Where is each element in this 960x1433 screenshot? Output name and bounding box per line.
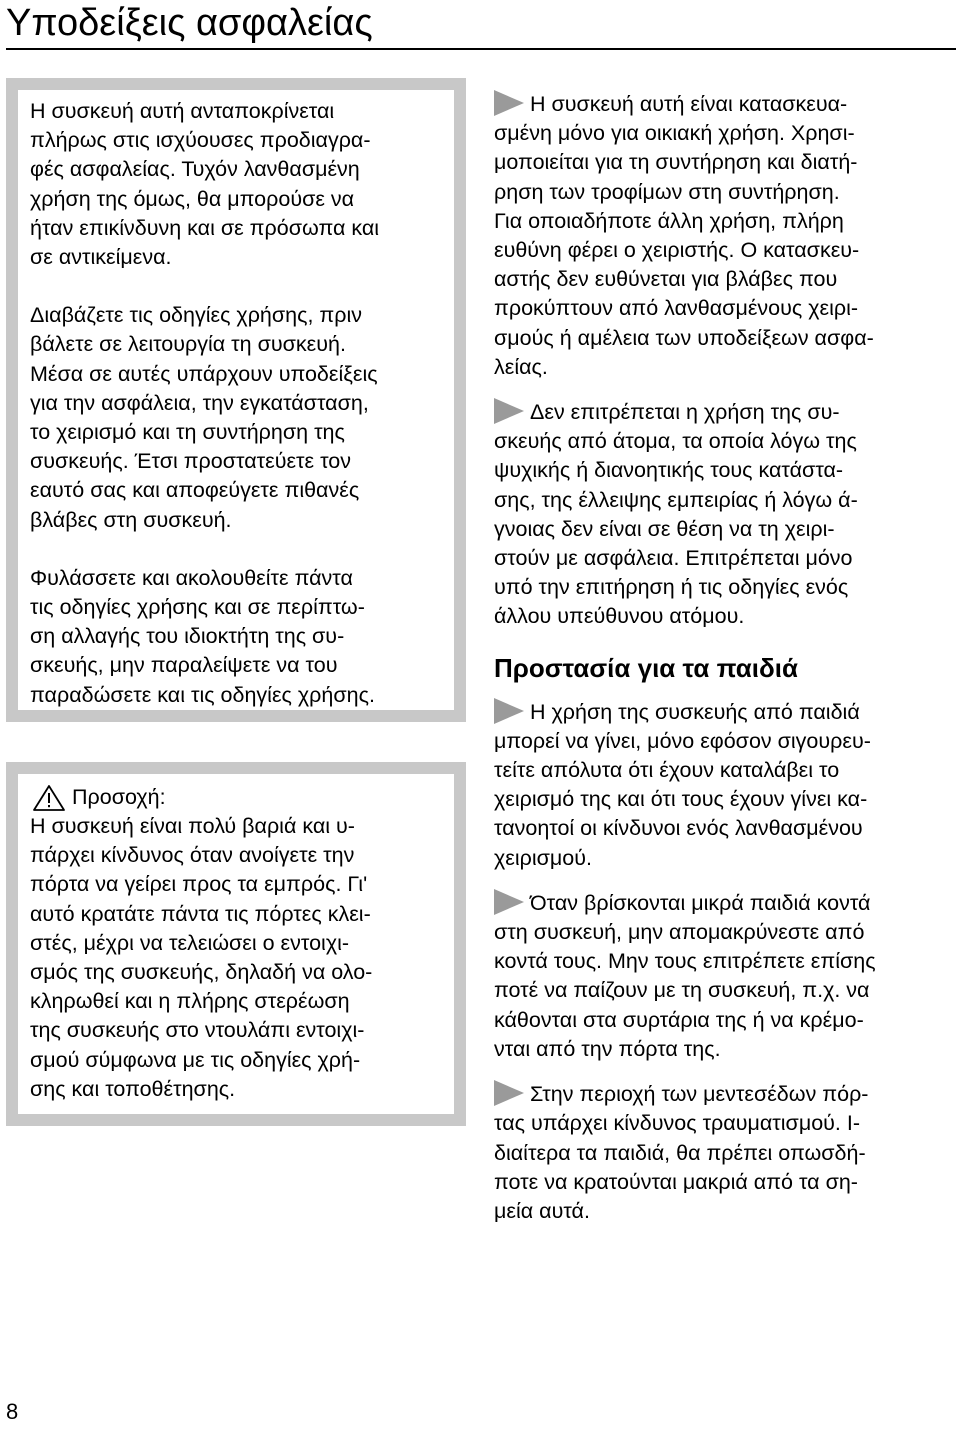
warning-triangle-icon [32, 784, 66, 812]
notice-paragraph: Διαβάζετε τις οδηγίες χρήσης, πριν βάλετε σε λειτουργία τη συσκευή. Μέσα σε αυτές υπάρχουν υποδείξεις για την ασφάλεια, την εγκατάσταση, το χειρισμό και τη συντήρηση της συσκευής. Έτσι προστατεύετε τον εαυτό σας και αποφεύγετε πιθανές βλάβες στη συσκευή. [30, 303, 378, 532]
notice-paragraph: Η συσκευή αυτή ανταποκρίνεται πλήρως στις ισχύουσες προδιαγρα- φές ασφαλείας. Τυχόν λανθασμένη χρήση της όμως, θα μπορούσε να ήταν επικίνδυνη και σε πρόσωπα και σε αντικείμενα. [30, 99, 380, 270]
warning-heading: Προσοχή: [72, 784, 166, 809]
warning-header [30, 783, 454, 812]
list-item [494, 889, 954, 1064]
arrow-right-icon [494, 698, 524, 724]
list-item-text: Δεν επιτρέπεται η χρήση της συ- σκευής από άτομα, τα οποία λόγω της ψυχικής ή διανοητικής τους κατάστα- σης, της έλλειψης εμπειρίας ή λόγω ά- γνοιας δεν είναι σε θέση να τη χειρι- στούν με ασφάλεια. Επιτρέπεται μόνο υπό την επιτήρηση ή τις οδηγίες ενός άλλου υπεύθυνου ατόμου. [494, 400, 858, 629]
warning-box [6, 762, 466, 1126]
right-column [494, 90, 954, 1242]
list-item [494, 1080, 954, 1226]
notice-paragraph: Φυλάσσετε και ακολουθείτε πάντα τις οδηγίες χρήσης και σε περίπτω- ση αλλαγής του ιδιοκτήτη της συ- σκευής, μην παραλείψετε να του παραδώσετε και τις οδηγίες χρήσης. [30, 565, 375, 707]
list-item-text: Όταν βρίσκονται μικρά παιδιά κοντά στη συσκευή, μην απομακρύνεστε από κοντά τους. Μην τους επιτρέπετε επίσης ποτέ να παίζουν με τη συσκευή, π.χ. να κάθονται στα συρτάρια της ή να κρέμο- νται από την πόρτα της. [494, 890, 876, 1061]
list-item [494, 90, 954, 382]
arrow-right-icon [494, 889, 524, 915]
arrow-right-icon [494, 1080, 524, 1106]
title-divider [6, 48, 956, 50]
list-item-text: Η χρήση της συσκευής από παιδιά μπορεί να γίνει, μόνο εφόσον σιγουρευ- τείτε απόλυτα ότι έχουν καταλάβει το χειρισμό της και ότι τους έχουν γίνει κα- τανοητοί οι κίνδυνοι ενός λανθασμένου χειρισμού. [494, 699, 871, 870]
warning-body: Η συσκευή είναι πολύ βαριά και υ- πάρχει κίνδυνος όταν ανοίγετε την πόρτα να γείρει προς τα εμπρός. Γι' αυτό κρατάτε πάντα τις πόρτες κλει- στές, μέχρι να τελειώσει ο εντοιχι- σμός της συσκευής, δηλαδή να ολο- κληρωθεί και η πλήρης στερέωση της συσκευής στο ντουλάπι εντοιχι- σμού σύμφωνα με τις οδηγίες χρή- σης και τοποθέτησης. [30, 814, 373, 1101]
page-number: 8 [6, 1399, 19, 1424]
section-heading: Προστασία για τα παιδιά [494, 652, 798, 683]
notice-box [6, 78, 466, 722]
list-item-text: Η συσκευή αυτή είναι κατασκευα- σμένη μόνο για οικιακή χρήση. Χρησι- μοποιείται για τη συντήρηση και διατή- ρηση των τροφίμων στη συντήρηση. Για οποιαδήποτε άλλη χρήση, πλήρη ευθύνη φέρει ο χειριστής. Ο κατασκευ- αστής δεν ευθύνεται για βλάβες που προκύπτουν από λανθασμένους χειρι- σμούς ή αμέλεια των υποδείξεων ασφα- λείας. [494, 92, 874, 379]
page-title: Υποδείξεις ασφαλείας [6, 2, 373, 44]
list-item-text: Στην περιοχή των μεντεσέδων πόρ- τας υπάρχει κίνδυνος τραυματισμού. Ι- διαίτερα τα παιδιά, θα πρέπει οπωσδή- ποτε να κρατούνται μακριά από τα ση- μεία αυτά. [494, 1082, 869, 1223]
list-item [494, 398, 954, 632]
arrow-right-icon [494, 398, 524, 424]
list-item [494, 698, 954, 873]
arrow-right-icon [494, 90, 524, 116]
